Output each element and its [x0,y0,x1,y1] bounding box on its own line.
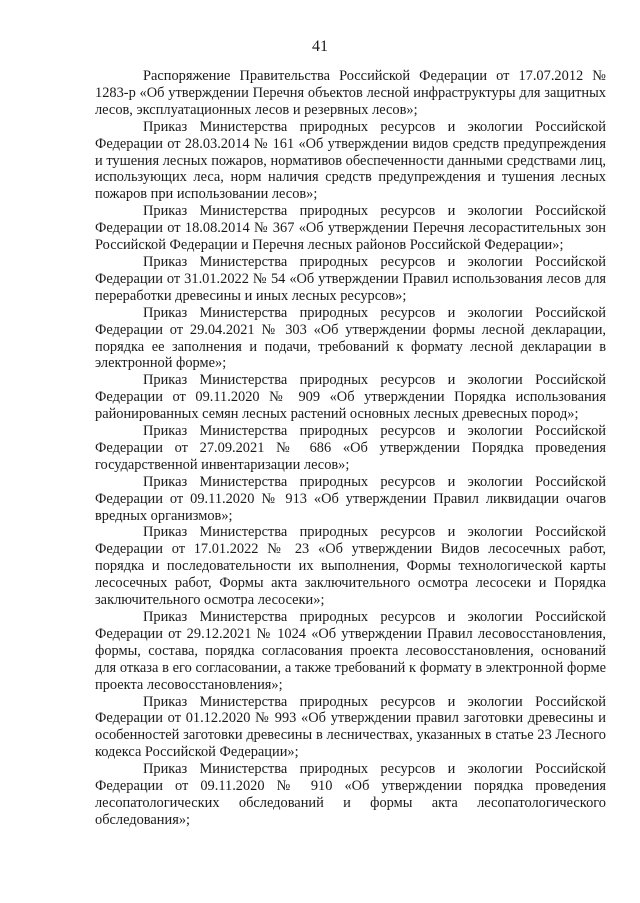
paragraph-9: Приказ Министерства природных ресурсов и экологии Российской Федерации от 17.01.2022 № 23 «Об утверждении Видов лесосечных работ, порядка и последовательности их выполнения, Формы технологической карты лесосечных работ, Формы акта заключительного осмотра лесосеки и Порядка заключительного осмотра лесосеки»; [95,524,606,609]
document-body [95,68,606,829]
paragraph-12: Приказ Министерства природных ресурсов и экологии Российской Федерации от 09.11.2020 № 910 «Об утверждении порядка проведения лесопатологических обследований и формы акта лесопатологического обследования»; [95,761,606,828]
paragraph-7: Приказ Министерства природных ресурсов и экологии Российской Федерации от 27.09.2021 № 686 «Об утверждении Порядка проведения государственной инвентаризации лесов»; [95,423,606,473]
paragraph-11: Приказ Министерства природных ресурсов и экологии Российской Федерации от 01.12.2020 № 993 «Об утверждении правил заготовки древесины и особенностей заготовки древесины в лесничествах, указанных в статье 23 Лесного кодекса Российской Федерации»; [95,693,606,761]
paragraph-5: Приказ Министерства природных ресурсов и экологии Российской Федерации от 29.04.2021 № 303 «Об утверждении формы лесной декларации, порядка ее заполнения и подачи, требований к формату лесной декларации в электронной форме»; [95,304,606,372]
paragraph-8: Приказ Министерства природных ресурсов и экологии Российской Федерации от 09.11.2020 № 913 «Об утверждении Правил ликвидации очагов вредных организмов»; [95,473,606,524]
paragraph-6: Приказ Министерства природных ресурсов и экологии Российской Федерации от 09.11.2020 № 909 «Об утверждении Порядка использования районированных семян лесных растений основных лесных древесных пород»; [95,372,606,423]
paragraph-1: Распоряжение Правительства Российской Федерации от 17.07.2012 № 1283-р «Об утверждении Перечня объектов лесной инфраструктуры для защитных лесов, эксплуатационных лесов и резервных лесов»; [95,68,606,118]
paragraph-4: Приказ Министерства природных ресурсов и экологии Российской Федерации от 31.01.2022 № 54 «Об утверждении Правил использования лесов для переработки древесины и иных лесных ресурсов»; [95,253,606,304]
page-number: 41 [312,38,328,55]
paragraph-3: Приказ Министерства природных ресурсов и экологии Российской Федерации от 18.08.2014 № 367 «Об утверждении Перечня лесорастительных зон Российской Федерации и Перечня лесных районов Российской Федерации»; [95,203,606,254]
paragraph-2: Приказ Министерства природных ресурсов и экологии Российской Федерации от 28.03.2014 № 161 «Об утверждении видов средств предупреждения и тушения лесных пожаров, нормативов обеспеченности данными средствами лиц, использующих леса, норм наличия средств предупреждения и тушения лесных пожаров при использовании лесов»; [95,118,606,203]
paragraph-10: Приказ Министерства природных ресурсов и экологии Российской Федерации от 29.12.2021 № 1024 «Об утверждении Правил лесовосстановления, формы, состава, порядка согласования проекта лесовосстановления, оснований для отказа в его согласовании, а также требований к формату в электронной форме проекта лесовосстановления»; [95,609,606,693]
